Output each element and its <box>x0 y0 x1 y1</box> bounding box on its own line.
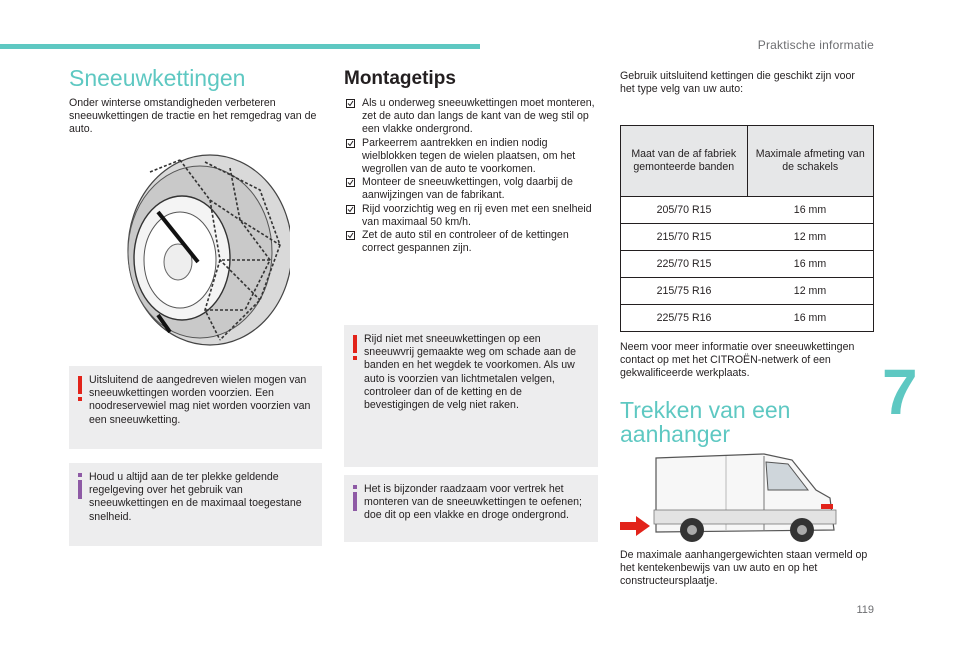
table-row: 215/75 R16 12 mm <box>621 278 874 305</box>
table-header-max-link: Maximale afmeting van de schakels <box>747 126 874 197</box>
snow-chain-wheel-illustration <box>110 150 290 350</box>
list-item: Parkeerrem aantrekken en indien nodig wielblokken tegen de wielen plaatsen, om het wegrollen van de auto te voorkomen. <box>344 137 598 177</box>
section-label: Praktische informatie <box>757 38 874 52</box>
snow-chains-title: Sneeuwkettingen <box>69 65 246 91</box>
checkbox-icon <box>346 205 355 214</box>
snow-chains-info-text: Houd u altijd aan de ter plekke geldende regelgeving over het gebruik van sneeuwkettingen en de maximaal toegestane snelheid. <box>89 471 302 523</box>
towing-text: De maximale aanhangergewichten staan vermeld op het kentekenbewijs van uw auto en op het constructeursplaatje. <box>620 549 868 588</box>
table-row: 205/70 R15 16 mm <box>621 197 874 224</box>
towing-title: Trekken van een aanhanger <box>620 397 791 448</box>
info-i-icon <box>77 473 83 499</box>
mounting-tips-title: Montagetips <box>344 68 456 89</box>
checkbox-icon <box>346 231 355 240</box>
van-towing-illustration <box>616 450 846 546</box>
chain-table-outro: Neem voor meer informatie over sneeuwkettingen contact op met het CITROËN-netwerk of een gekwalificeerde werkplaats. <box>620 341 855 380</box>
checkbox-icon <box>346 139 355 148</box>
snow-chains-warning-note <box>69 366 322 449</box>
exclamation-icon <box>77 376 83 402</box>
list-item: Monteer de sneeuwkettingen, volg daarbij de aanwijzingen van de fabrikant. <box>344 176 598 202</box>
snow-chains-warning-text: Uitsluitend de aangedreven wielen mogen van sneeuwkettingen worden voorzien. Een noodreservewiel mag niet worden voorzien van een sneeuwketting. <box>89 374 311 426</box>
snow-chains-info-note <box>69 463 322 546</box>
table-row: 215/70 R15 12 mm <box>621 224 874 251</box>
chain-table-intro: Gebruik uitsluitend kettingen die geschikt zijn voor het type velg van uw auto: <box>620 70 855 96</box>
mounting-info-note <box>344 475 598 542</box>
header-accent-bar <box>0 44 480 49</box>
table-header-row <box>621 126 874 197</box>
table-row: 225/70 R15 16 mm <box>621 251 874 278</box>
info-i-icon <box>352 485 358 511</box>
mounting-tips-list <box>344 97 598 255</box>
snow-chains-intro: Onder winterse omstandigheden verbeteren sneeuwkettingen de tractie en het remgedrag van de auto. <box>69 97 317 136</box>
mounting-warning-text: Rijd niet met sneeuwkettingen op een sneeuwvrij gemaakte weg om schade aan de banden en het wegdek te voorkomen. Als uw auto is voorzien van lichtmetalen velgen, controleer dan of de ketting en de bevestigingen de velg niet raken. <box>364 333 576 412</box>
checkbox-icon <box>346 99 355 108</box>
page-number: 119 <box>856 604 874 616</box>
list-item: Rijd voorzichtig weg en rij even met een snelheid van maximaal 50 km/h. <box>344 203 598 229</box>
list-item: Zet de auto stil en controleer of de kettingen correct gespannen zijn. <box>344 229 598 255</box>
chain-size-table <box>620 125 874 332</box>
mounting-warning-note <box>344 325 598 467</box>
checkbox-icon <box>346 178 355 187</box>
table-row: 225/75 R16 16 mm <box>621 305 874 332</box>
mounting-info-text: Het is bijzonder raadzaam voor vertrek het monteren van de sneeuwkettingen te oefenen; doe dit op een vlakke en droge ondergrond. <box>364 483 582 522</box>
table-header-tire-size: Maat van de af fabriek gemonteerde banden <box>621 126 748 197</box>
chapter-number: 7 <box>882 356 918 428</box>
exclamation-icon <box>352 335 358 361</box>
list-item: Als u onderweg sneeuwkettingen moet monteren, zet de auto dan langs de kant van de weg stil op een vlakke ondergrond. <box>344 97 598 137</box>
